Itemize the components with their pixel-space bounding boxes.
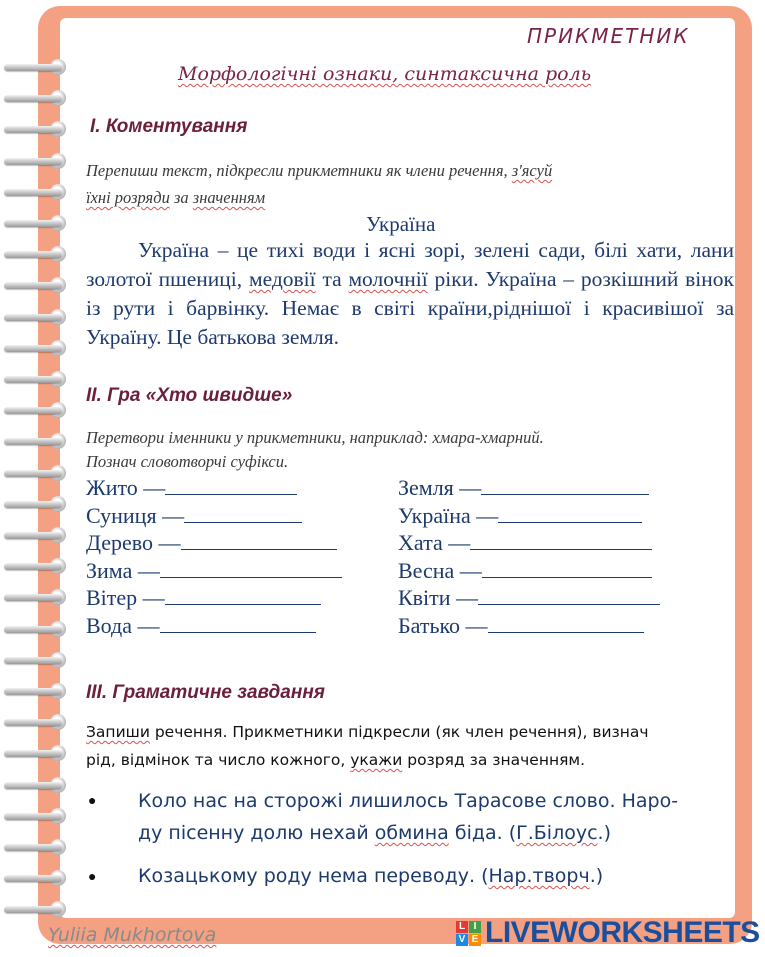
spiral-ring: [4, 900, 74, 918]
liveworksheets-logo[interactable]: [456, 917, 760, 949]
sentence-text: ду пісенну долю нехай: [138, 822, 375, 844]
answer-blank[interactable]: [184, 504, 302, 523]
instruction-text: розряд за значенням.: [402, 751, 586, 769]
answer-blank[interactable]: [478, 586, 660, 605]
word-row-right: [398, 476, 649, 500]
sentence-1-line2: [138, 822, 611, 844]
sentence-text: Козацькому роду нема переводу. (: [138, 865, 489, 887]
sentence-word: обмина: [374, 822, 449, 844]
word-row-right: [398, 614, 644, 638]
sentence-word: Нар.творч: [488, 865, 590, 887]
word-row-left: [86, 559, 342, 583]
spiral-ring: [4, 744, 74, 762]
answer-blank[interactable]: [165, 476, 297, 495]
noun-word: Квіти —: [398, 585, 479, 610]
poem-word-molochnii: молочнії: [348, 267, 428, 291]
sentence-word: Г.Білоус: [516, 822, 598, 844]
spiral-ring: [4, 651, 74, 669]
bullet-icon: ●: [88, 870, 97, 885]
logo-letter: V: [456, 934, 468, 946]
instruction-word: укажи: [350, 751, 403, 769]
spiral-ring: [4, 838, 74, 856]
sentence-1-line1: Коло нас на сторожі лишилось Тарасове слово. Наро-: [138, 790, 679, 812]
word-row-right: [398, 531, 652, 555]
word-row-left: [86, 614, 316, 638]
spiral-ring: [4, 464, 74, 482]
noun-word: Хата —: [398, 530, 471, 555]
instruction-word: з'ясуй: [511, 161, 553, 180]
answer-blank[interactable]: [488, 614, 644, 633]
instruction-text: рід, відмінок та число кожного,: [86, 751, 351, 769]
spiral-ring: [4, 713, 74, 731]
poem-text-part: та: [315, 267, 349, 291]
section-3-heading: ІІІ. Граматичне завдання: [86, 682, 325, 703]
logo-letter: L: [456, 921, 468, 933]
answer-blank[interactable]: [482, 559, 652, 578]
answer-blank[interactable]: [165, 586, 321, 605]
spiral-ring: [4, 214, 74, 232]
noun-word: Жито —: [86, 475, 166, 500]
answer-blank[interactable]: [160, 614, 316, 633]
instruction-text: речення. Прикметники підкресли (як член речення), визнач: [149, 723, 649, 741]
poem-word-medovii: медовії: [248, 267, 316, 291]
sentence-text: .): [589, 865, 604, 887]
word-row-right: [398, 559, 652, 583]
section-3-instruction-line1: [86, 723, 649, 741]
logo-letter: E: [469, 934, 481, 946]
section-3-instruction-line2: [86, 751, 585, 769]
answer-blank[interactable]: [181, 531, 337, 550]
poem-text: [86, 236, 734, 352]
spiral-ring: [4, 245, 74, 263]
word-row-left: [86, 504, 302, 528]
logo-text: LIVEWORKSHEETS: [485, 916, 760, 949]
answer-blank[interactable]: [470, 531, 652, 550]
author-signature: Yuliia Mukhortova: [48, 924, 217, 946]
spiral-ring: [4, 370, 74, 388]
section-1-instruction-line1: [86, 161, 552, 181]
section-1-instruction-line2: [86, 188, 265, 208]
answer-blank[interactable]: [498, 504, 642, 523]
sentence-2: [138, 865, 603, 887]
noun-word: Земля —: [398, 475, 482, 500]
logo-letter: I: [469, 921, 481, 933]
spiral-ring: [4, 869, 74, 887]
bullet-icon: ●: [88, 794, 97, 809]
spiral-ring: [4, 495, 74, 513]
instruction-word: значенням: [192, 188, 266, 207]
spiral-ring: [4, 682, 74, 700]
answer-blank[interactable]: [481, 476, 649, 495]
logo-icon: [456, 921, 481, 946]
word-row-left: [86, 476, 297, 500]
noun-word: Батько —: [398, 612, 488, 638]
spiral-ring: [4, 807, 74, 825]
word-row-left: [86, 531, 337, 555]
noun-word: Україна —: [398, 502, 499, 528]
spiral-ring: [4, 58, 74, 76]
section-2-instruction-line2: Познач словотворчі суфікси.: [86, 452, 289, 471]
spiral-ring: [4, 776, 74, 794]
spiral-ring: [4, 526, 74, 544]
sentence-text: біда. (: [448, 822, 517, 844]
sentence-text: .): [597, 822, 611, 844]
instruction-word: їхні розряди: [86, 188, 170, 207]
instruction-text: Перепиши текст, підкресли прикметники як члени речення,: [86, 161, 512, 180]
poem-title: Україна: [366, 212, 436, 236]
word-row-right: [398, 504, 642, 528]
noun-word: Суниця —: [86, 502, 185, 528]
section-1-heading: І. Коментування: [90, 116, 248, 137]
page-subtitle: Морфологічні ознаки, синтаксична роль: [178, 63, 592, 85]
spiral-ring: [4, 308, 74, 326]
answer-blank[interactable]: [160, 559, 342, 578]
spiral-ring: [4, 120, 74, 138]
noun-word: Вода —: [86, 612, 160, 638]
noun-word: Зима —: [86, 557, 160, 583]
noun-word: Вітер —: [86, 585, 165, 610]
spiral-ring: [4, 339, 74, 357]
spiral-ring: [4, 557, 74, 575]
word-row-right: [398, 586, 660, 610]
section-2-instruction-line1: Перетвори іменники у прикметники, наприклад: хмара-хмарний.: [86, 428, 544, 447]
spiral-ring: [4, 183, 74, 201]
section-2-heading: ІІ. Гра «Хто швидше»: [86, 385, 293, 406]
spiral-ring: [4, 276, 74, 294]
poem-text-part: Україна – це тихі води і ясні зорі, зелені сади, білі хати, лани золотої пшениці,: [86, 238, 734, 291]
spiral-ring: [4, 620, 74, 638]
noun-word: Дерево —: [86, 530, 181, 555]
spiral-ring: [4, 152, 74, 170]
instruction-text: за: [169, 188, 193, 207]
spiral-ring: [4, 432, 74, 450]
instruction-word: Запиши: [86, 723, 150, 741]
poem-text-part: ріки. Україна – розкішний вінок із рути і барвінку. Немає в світі країни,ріднішої і красивішої за Україну. Це батькова земля.: [86, 267, 734, 349]
spiral-ring: [4, 401, 74, 419]
page-title: ПРИКМЕТНИК: [527, 24, 690, 48]
noun-word: Весна —: [398, 557, 482, 583]
spiral-ring: [4, 89, 74, 107]
spiral-ring: [4, 588, 74, 606]
word-row-left: [86, 586, 321, 610]
